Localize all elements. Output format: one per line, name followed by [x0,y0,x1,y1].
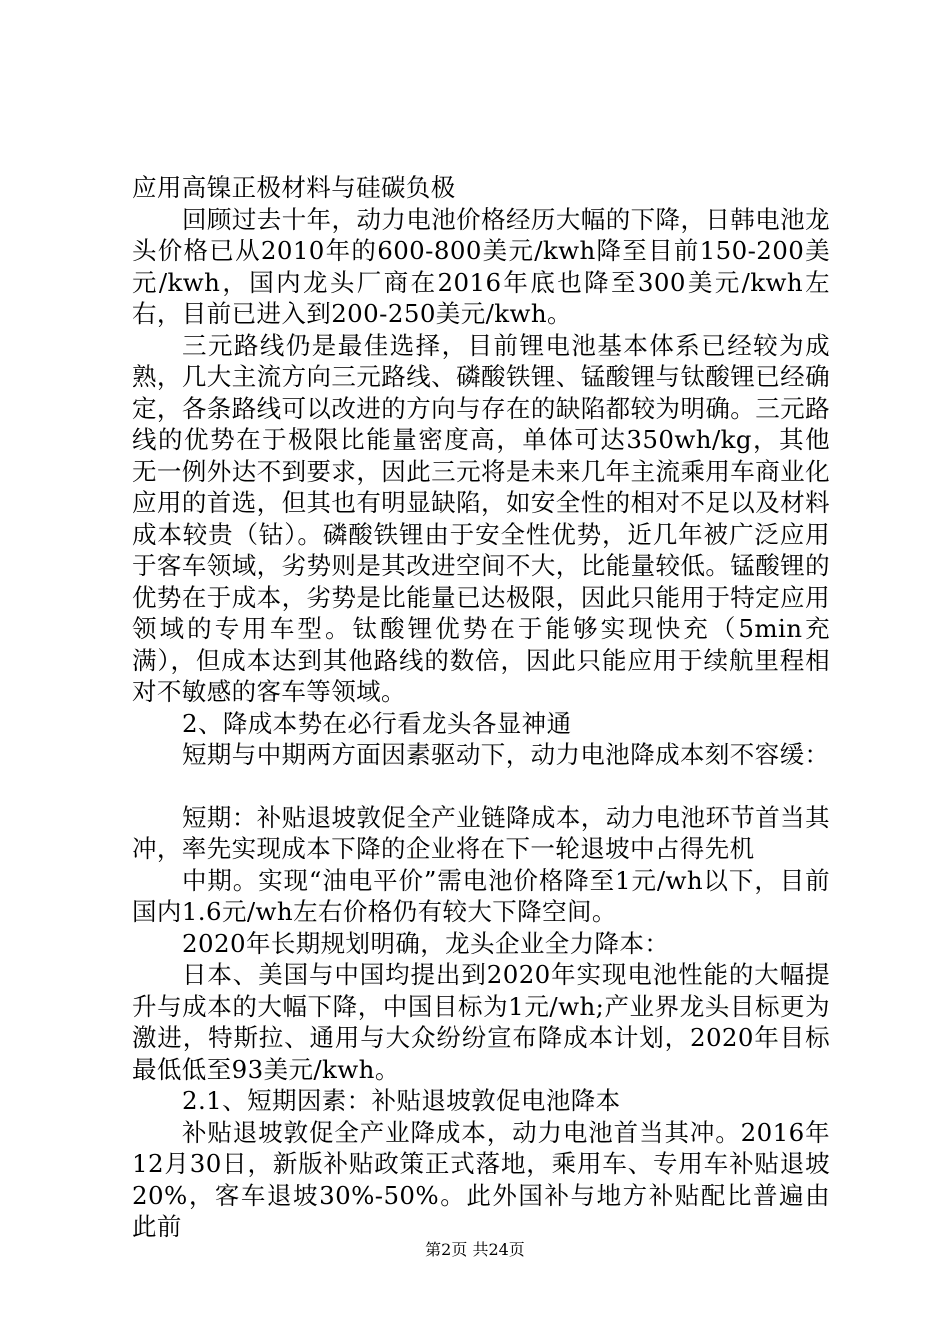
paragraph-2020-plan-heading: 2020年长期规划明确，龙头企业全力降本： [182,928,670,958]
paragraph-2020-targets: 日本、美国与中国均提出到2020年实现电池性能的大幅提升与成本的大幅下降，中国目标为1元/wh;产业界龙头目标更为激进，特斯拉、通用与大众纷纷宣布降成本计划，2020年目标最低低至93美元/kwh。 [132,960,830,1084]
paragraph-price-history: 回顾过去十年，动力电池价格经历大幅的下降，日韩电池龙头价格已从2010年的600-800美元/kwh降至目前150-200美元/kwh，国内龙头厂商在2016年底也降至300美元/kwh左右，目前已进入到200-250美元/kwh。 [132,204,830,328]
paragraph-mid-term: 中期。实现“油电平价”需电池价格降至1元/wh以下，目前国内1.6元/wh左右价格仍有较大下降空间。 [132,865,830,926]
paragraph-drivers-intro: 短期与中期两方面因素驱动下，动力电池降成本刻不容缓： [182,740,830,769]
document-body [132,172,830,1243]
section-heading-2-1: 2.1、短期因素：补贴退坡敦促电池降本 [182,1086,621,1115]
paragraph-subsidy-policy: 补贴退坡敦促全产业降成本，动力电池首当其冲。2016年12月30日，新版补贴政策正式落地，乘用车、专用车补贴退坡20%，客车退坡30%-50%。此外国补与地方补贴配比普遍由此前 [132,1117,830,1241]
section-heading-2: 2、降成本势在必行看龙头各显神通 [182,708,572,738]
page-footer: 第2页 共24页 [425,1240,525,1259]
blank-line [132,771,830,802]
paragraph-short-term: 短期：补贴退坡敦促全产业链降成本，动力电池环节首当其冲，率先实现成本下降的企业将在下一轮退坡中占得先机 [132,802,830,863]
paragraph-heading-materials: 应用高镍正极材料与硅碳负极 [132,173,456,202]
paragraph-ternary-route: 三元路线仍是最佳选择，目前锂电池基本体系已经较为成熟，几大主流方向三元路线、磷酸铁锂、锰酸锂与钛酸锂已经确定，各条路线可以改进的方向与存在的缺陷都较为明确。三元路线的优势在于极限比能量密度高，单体可达350wh/kg，其他无一例外达不到要求，因此三元将是未来几年主流乘用车商业化应用的首选，但其也有明显缺陷，如安全性的相对不足以及材料成本较贵（钴）。磷酸铁锂由于安全性优势，近几年被广泛应用于客车领域，劣势则是其改进空间不大，比能量较低。锰酸锂的优势在于成本，劣势是比能量已达极限，因此只能用于特定应用领域的专用车型。钛酸锂优势在于能够实现快充（5min充满），但成本达到其他路线的数倍，因此只能应用于续航里程相对不敏感的客车等领域。 [132,330,830,706]
